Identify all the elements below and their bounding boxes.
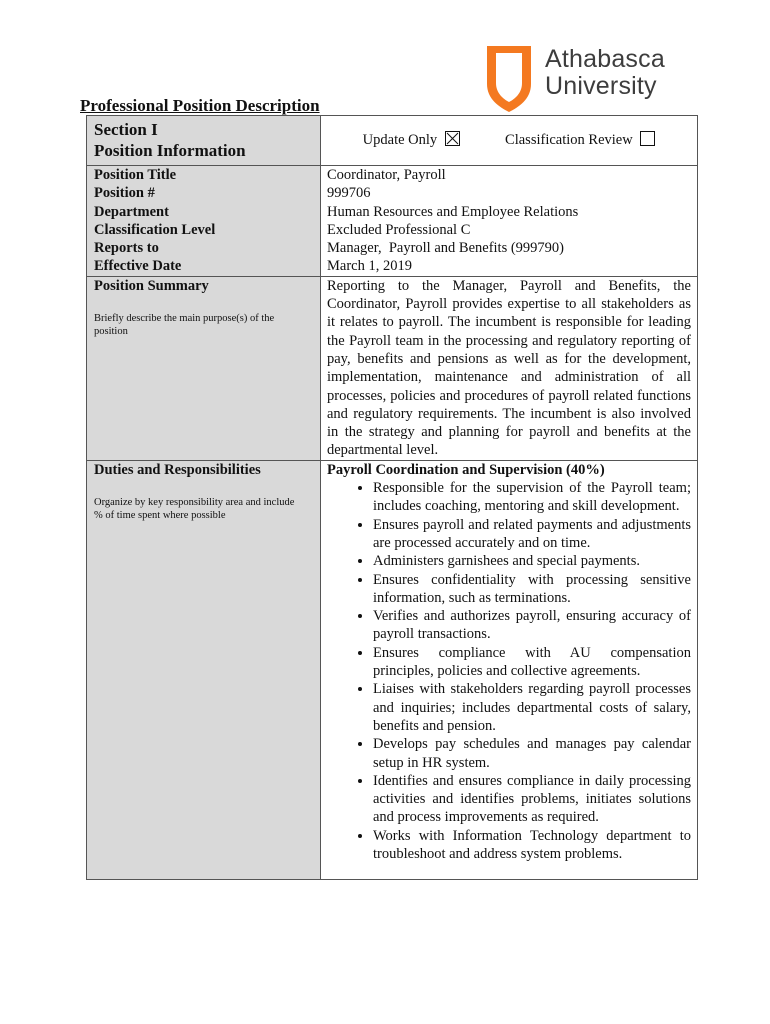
- field-labels-cell: [87, 166, 321, 277]
- field-values-cell: [321, 166, 698, 277]
- position-summary-hint: Briefly describe the main purpose(s) of the position: [94, 313, 275, 338]
- duties-list: [327, 479, 691, 863]
- reports-to-label: Reports to: [94, 240, 159, 257]
- classification-level-value: Excluded Professional C: [327, 221, 471, 238]
- summary-label-cell: [87, 276, 321, 460]
- review-type-cell: [321, 116, 698, 166]
- duties-subheading: Payroll Coordination and Supervision (40%): [327, 461, 605, 478]
- effective-date-value: March 1, 2019: [327, 258, 412, 275]
- document-title: Professional Position Description: [80, 96, 320, 115]
- duties-row: [87, 460, 698, 879]
- department-value: Human Resources and Employee Relations: [327, 203, 579, 220]
- section-header-row: [87, 116, 698, 166]
- duty-item: • Ensures compliance with AU compensation principles, policies and collective agreements.: [373, 644, 691, 681]
- duty-item: • Works with Information Technology department to troubleshoot and address system problems.: [373, 827, 691, 864]
- checkbox-x-icon: [446, 132, 459, 145]
- position-summary-text: Reporting to the Manager, Payroll and Benefits, the Coordinator, Payroll provides expertise to all stakeholders as it relates to payroll. The incumbent is responsible for leading the Payroll team in the processing and regulatory reporting of pay, benefits and pensions as well as for the development, implementation, maintenance and administration of all processes, policies and procedures of payroll related functions and regulatory requirements. The incumbent is also involved in the strategy and planning for payroll and benefits at the departmental level.: [321, 276, 698, 460]
- department-label: Department: [94, 203, 169, 220]
- duty-item: • Ensures confidentiality with processing sensitive information, such as terminations.: [373, 571, 691, 608]
- duties-hint: Organize by key responsibility area and include % of time spent where possible: [94, 497, 295, 522]
- classification-level-label: Classification Level: [94, 221, 216, 238]
- field-row: [87, 166, 698, 277]
- duties-label: Duties and Responsibilities: [94, 461, 261, 478]
- position-form-table: [86, 115, 698, 880]
- effective-date-label: Effective Date: [94, 258, 182, 275]
- position-summary-label: Position Summary: [94, 277, 209, 294]
- position-number-label: Position #: [94, 185, 155, 202]
- duty-item: • Responsible for the supervision of the Payroll team; includes coaching, mentoring and skill development.: [373, 479, 691, 516]
- position-title-label: Position Title: [94, 167, 177, 183]
- duties-label-cell: [87, 460, 321, 879]
- position-number-value: 999706: [327, 185, 371, 202]
- reports-to-value: Manager, Payroll and Benefits (999790): [327, 240, 564, 257]
- duty-item: • Ensures payroll and related payments and adjustments are processed accurately and on time.: [373, 516, 691, 553]
- section-header-cell: [87, 116, 321, 166]
- duty-item: • Identifies and ensures compliance in daily processing activities and identifies problems, initiates solutions and process improvements as required.: [373, 772, 691, 827]
- logo-wordmark: [545, 46, 665, 100]
- summary-row: [87, 276, 698, 460]
- duty-item: • Administers garnishees and special payments.: [373, 552, 691, 570]
- duty-item: • Develops pay schedules and manages pay calendar setup in HR system.: [373, 735, 691, 772]
- update-only-label: Update Only: [362, 132, 438, 148]
- classification-review-label: Classification Review: [505, 132, 633, 148]
- position-title-value: Coordinator, Payroll: [327, 167, 446, 183]
- section-subtitle: Position Information: [94, 141, 246, 160]
- section-title: Section I: [94, 120, 158, 139]
- duty-item: • Verifies and authorizes payroll, ensuring accuracy of payroll transactions.: [373, 607, 691, 644]
- classification-review-checkbox[interactable]: [640, 131, 655, 146]
- duty-item: • Liaises with stakeholders regarding payroll processes and inquiries; includes departmental costs of salary, benefits and pension.: [373, 680, 691, 735]
- logo-line-1: Athabasca: [545, 45, 665, 73]
- duties-content-cell: [321, 460, 698, 879]
- update-only-checkbox[interactable]: [445, 131, 460, 146]
- logo-line-2: University: [545, 72, 657, 100]
